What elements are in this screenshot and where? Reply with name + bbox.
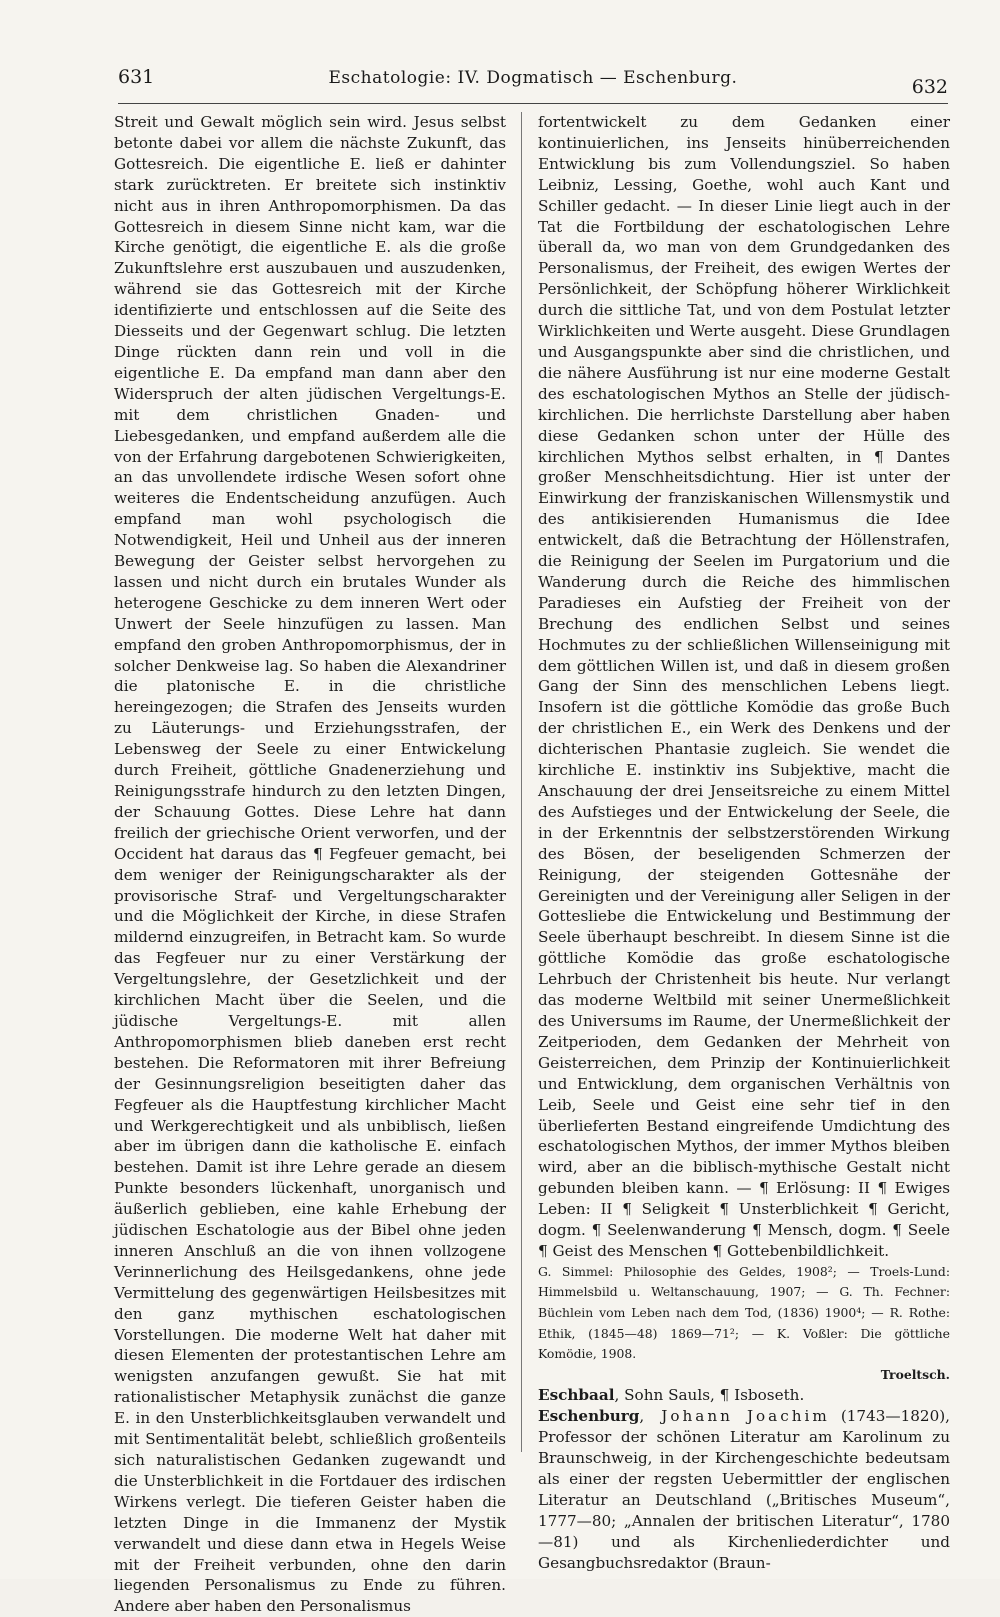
left-column [114, 112, 506, 1617]
article-author: Troeltsch. [880, 1366, 950, 1382]
entry-eschenburg-headword: Eschenburg [538, 1407, 640, 1426]
right-column [538, 112, 950, 1574]
page-number-right: 632 [911, 76, 948, 98]
running-title: Eschatologie: IV. Dogmatisch — Eschenburg. [328, 68, 738, 88]
page-header [118, 64, 948, 98]
left-column-text: Streit und Gewalt möglich sein wird. Jesus selbst betonte dabei vor allem die nächste Zukunft, das Gottesreich. Die eigentliche E. ließ er dahinter stark zurücktreten. Er breitete sich instinktiv nicht aus in ihren Anthropomorphismen. Da das Gottesreich in diesem Sinne nicht kam, war die Kirche genötigt, die eigentliche E. als die große Zukunftslehre erst auszubauen und auszudenken, während sie das Gottesreich mit der Kirche identifizierte und entschlossen auf die Seite des Diesseits und der Gegenwart schlug. Die letzten Dinge rückten dann rein und voll in die eigentliche E. Da empfand man dann aber den Widerspruch der alten jüdischen Vergeltungs-E. mit dem christlichen Gnaden- und Liebesgedanken, und empfand außerdem alle die von der Erfahrung dargebotenen Schwierigkeiten, an das unvollendete irdische Wesen sofort ohne weiteres die Endentscheidung anzufügen. Auch empfand man wohl psychologisch die Notwendigkeit, Heil und Unheil aus der inneren Bewegung der Geister selbst hervorgehen zu lassen und nicht durch ein brutales Wunder als heterogene Geschicke zu dem inneren Wert oder Unwert der Seele hinzufügen zu lassen. Man empfand den groben Anthropomorphismus, der in solcher Denkweise lag. So haben die Alexandriner die platonische E. in die christliche hereingezogen; die Strafen des Jenseits wurden zu Läuterungs- und Erziehungsstrafen, der Lebensweg der Seele zu einer Entwickelung durch Freiheit, göttliche Gnadenerziehung und Reinigungsstrafe hindurch zu den letzten Dingen, der Schauung Gottes. Diese Lehre hat dann freilich der griechische Orient verworfen, und der Occident hat daraus das ¶ Fegfeuer gemacht, bei dem weniger der Reinigungscharakter als der provisorische Straf- und Vergeltungscharakter und die Möglichkeit der Kirche, in diese Strafen mildernd einzugreifen, in Betracht kam. So wurde das Fegfeuer nur zu einer Verstärkung der Vergeltungslehre, der Gesetzlichkeit und der kirchlichen Macht über die Seelen, und die jüdische Vergeltungs-E. mit allen Anthropomorphismen blieb daneben erst recht bestehen. Die Reformatoren mit ihrer Befreiung der Gesinnungsreligion beseitigten daher das Fegfeuer als die Hauptfestung kirchlicher Macht und Werkgerechtigkeit und als unbiblisch, ließen aber im übrigen dann die katholische E. einfach bestehen. Damit ist ihre Lehre gerade an diesem Punkte besonders lückenhaft, unorganisch und äußerlich geblieben, eine kahle Erhebung der jüdischen Eschatologie aus der Bibel ohne jeden inneren Anschluß an die von ihnen vollzogene Verinnerlichung des Heilsgedankens, ohne jede Vermittelung des gegenwärtigen Heilsbesitzes mit den ganz mythischen eschatologischen Vorstellungen. Die moderne Welt hat daher mit diesen Elementen der protestantischen Lehre am wenigsten anzufangen gewußt. Sie hat mit rationalistischer Metaphysik zunächst die ganze E. in den Unsterblichkeitsglauben verwandelt und mit Sentimentalität belebt, schließlich großenteils sich naturalistischen Gedanken zugewandt und die Unsterblichkeit in die Fortdauer des irdischen Wirkens verlegt. Die tieferen Geister haben die letzten Dinge in die Immanenz der Mystik verwandelt und diese dann etwa in Hegels Weise mit der Freiheit verbunden, ohne den darin liegenden Personalismus zu Ende zu führen. Andere aber haben den Personalismus [114, 113, 506, 1616]
entry-eschenburg-name: , Johann Joachim [639, 1407, 830, 1426]
column-divider [521, 112, 522, 1452]
entry-eschbaal-headword: Eschbaal [538, 1386, 615, 1405]
header-rule [118, 103, 948, 104]
page-number-left: 631 [118, 66, 155, 88]
entry-eschenburg [538, 1406, 950, 1573]
entry-eschbaal [538, 1385, 950, 1406]
bibliography: G. Simmel: Philosophie des Geldes, 1908²; — Troels-Lund: Himmelsbild u. Weltanschauung, 1907; — G. Th. Fechner: Büchlein vom Leben nach dem Tod, (1836) 1900⁴; — R. Rothe: Ethik, (1845—48) 1869—71²; — K. Voßler: Die göttliche Komödie, 1908. [538, 1263, 950, 1362]
right-column-text: fortentwickelt zu dem Gedanken einer kontinuierlichen, ins Jenseits hinüberreichenden Entwicklung bis zum Vollendungsziel. So haben Leibniz, Lessing, Goethe, wohl auch Kant und Schiller gedacht. — In dieser Linie liegt auch in der Tat die Fortbildung der eschatologischen Lehre überall da, wo man von dem Grundgedanken des Personalismus, der Freiheit, des ewigen Wertes der Persönlichkeit, der Schöpfung höherer Wirklichkeit durch die sittliche Tat, und von dem Postulat letzter Wirklichkeiten und Werte ausgeht. Diese Grundlagen und Ausgangspunkte aber sind die christlichen, und die nähere Ausführung ist nur eine moderne Gestalt des eschatologischen Mythos an Stelle der jüdisch-kirchlichen. Die herrlichste Darstellung aber haben diese Gedanken schon unter der Hülle des kirchlichen Mythos selbst erhalten, in ¶ Dantes großer Menschheitsdichtung. Hier ist unter der Einwirkung der franziskanischen Willensmystik und des antikisierenden Humanismus die Idee entwickelt, daß die Betrachtung der Höllenstrafen, die Reinigung der Seelen im Purgatorium und die Wanderung durch die Reiche des himmlischen Paradieses ein Aufstieg der Freiheit von der Brechung des endlichen Selbst und seines Hochmutes zu der schließlichen Willenseinigung mit dem göttlichen Willen ist, und daß in diesem großen Gang der Sinn des menschlichen Lebens liegt. Insofern ist die göttliche Komödie das große Buch der christlichen E., ein Werk des Denkens und der dichterischen Phantasie zugleich. Sie wendet die kirchliche E. instinktiv ins Subjektive, macht die Anschauung der drei Jenseitsreiche zu einem Mittel des Aufstieges und der Entwickelung der Seele, die in der Erkenntnis der selbstzerstörenden Wirkung des Bösen, der beseligenden Schmerzen der Reinigung, der steigenden Gottesnähe der Gereinigten und der Vereinigung aller Seligen in der Gottesliebe die Entwickelung und Bestimmung der Seele überhaupt beschreibt. In diesem Sinne ist die göttliche Komödie das große eschatologische Lehrbuch der Christenheit bis heute. Nur verlangt das moderne Weltbild mit seiner Unermeßlichkeit des Universums im Raume, der Unermeßlichkeit der Zeitperioden, dem Gedanken der Mehrheit von Geisterreichen, dem Prinzip der Kontinuierlichkeit und Entwicklung, dem organischen Verhältnis von Leib, Seele und Geist eine sehr tief in den überlieferten Bestand eingreifende Umdichtung des eschatologischen Mythos, der immer Mythos bleiben wird, aber an die biblisch-mythische Gestalt nicht gebunden bleiben kann. — ¶ Erlösung: II ¶ Ewiges Leben: II ¶ Seligkeit ¶ Unsterblichkeit ¶ Gericht, dogm. ¶ Seelenwanderung ¶ Mensch, dogm. ¶ Seele ¶ Geist des Menschen ¶ Gottebenbildlichkeit. [538, 113, 950, 1260]
entry-eschenburg-text: (1743—1820), Professor der schönen Literatur am Karolinum zu Braunschweig, in der Kirchengeschichte bedeutsam als einer der regsten Uebermittler der englischen Literatur an Deutschland („Britisches Museum“, 1777—80; „Annalen der britischen Literatur“, 1780—81) und als Kirchenliederdichter und Gesangbuchsredaktor (Braun- [538, 1407, 950, 1572]
entry-eschbaal-text: , Sohn Sauls, ¶ Isboseth. [614, 1386, 805, 1405]
